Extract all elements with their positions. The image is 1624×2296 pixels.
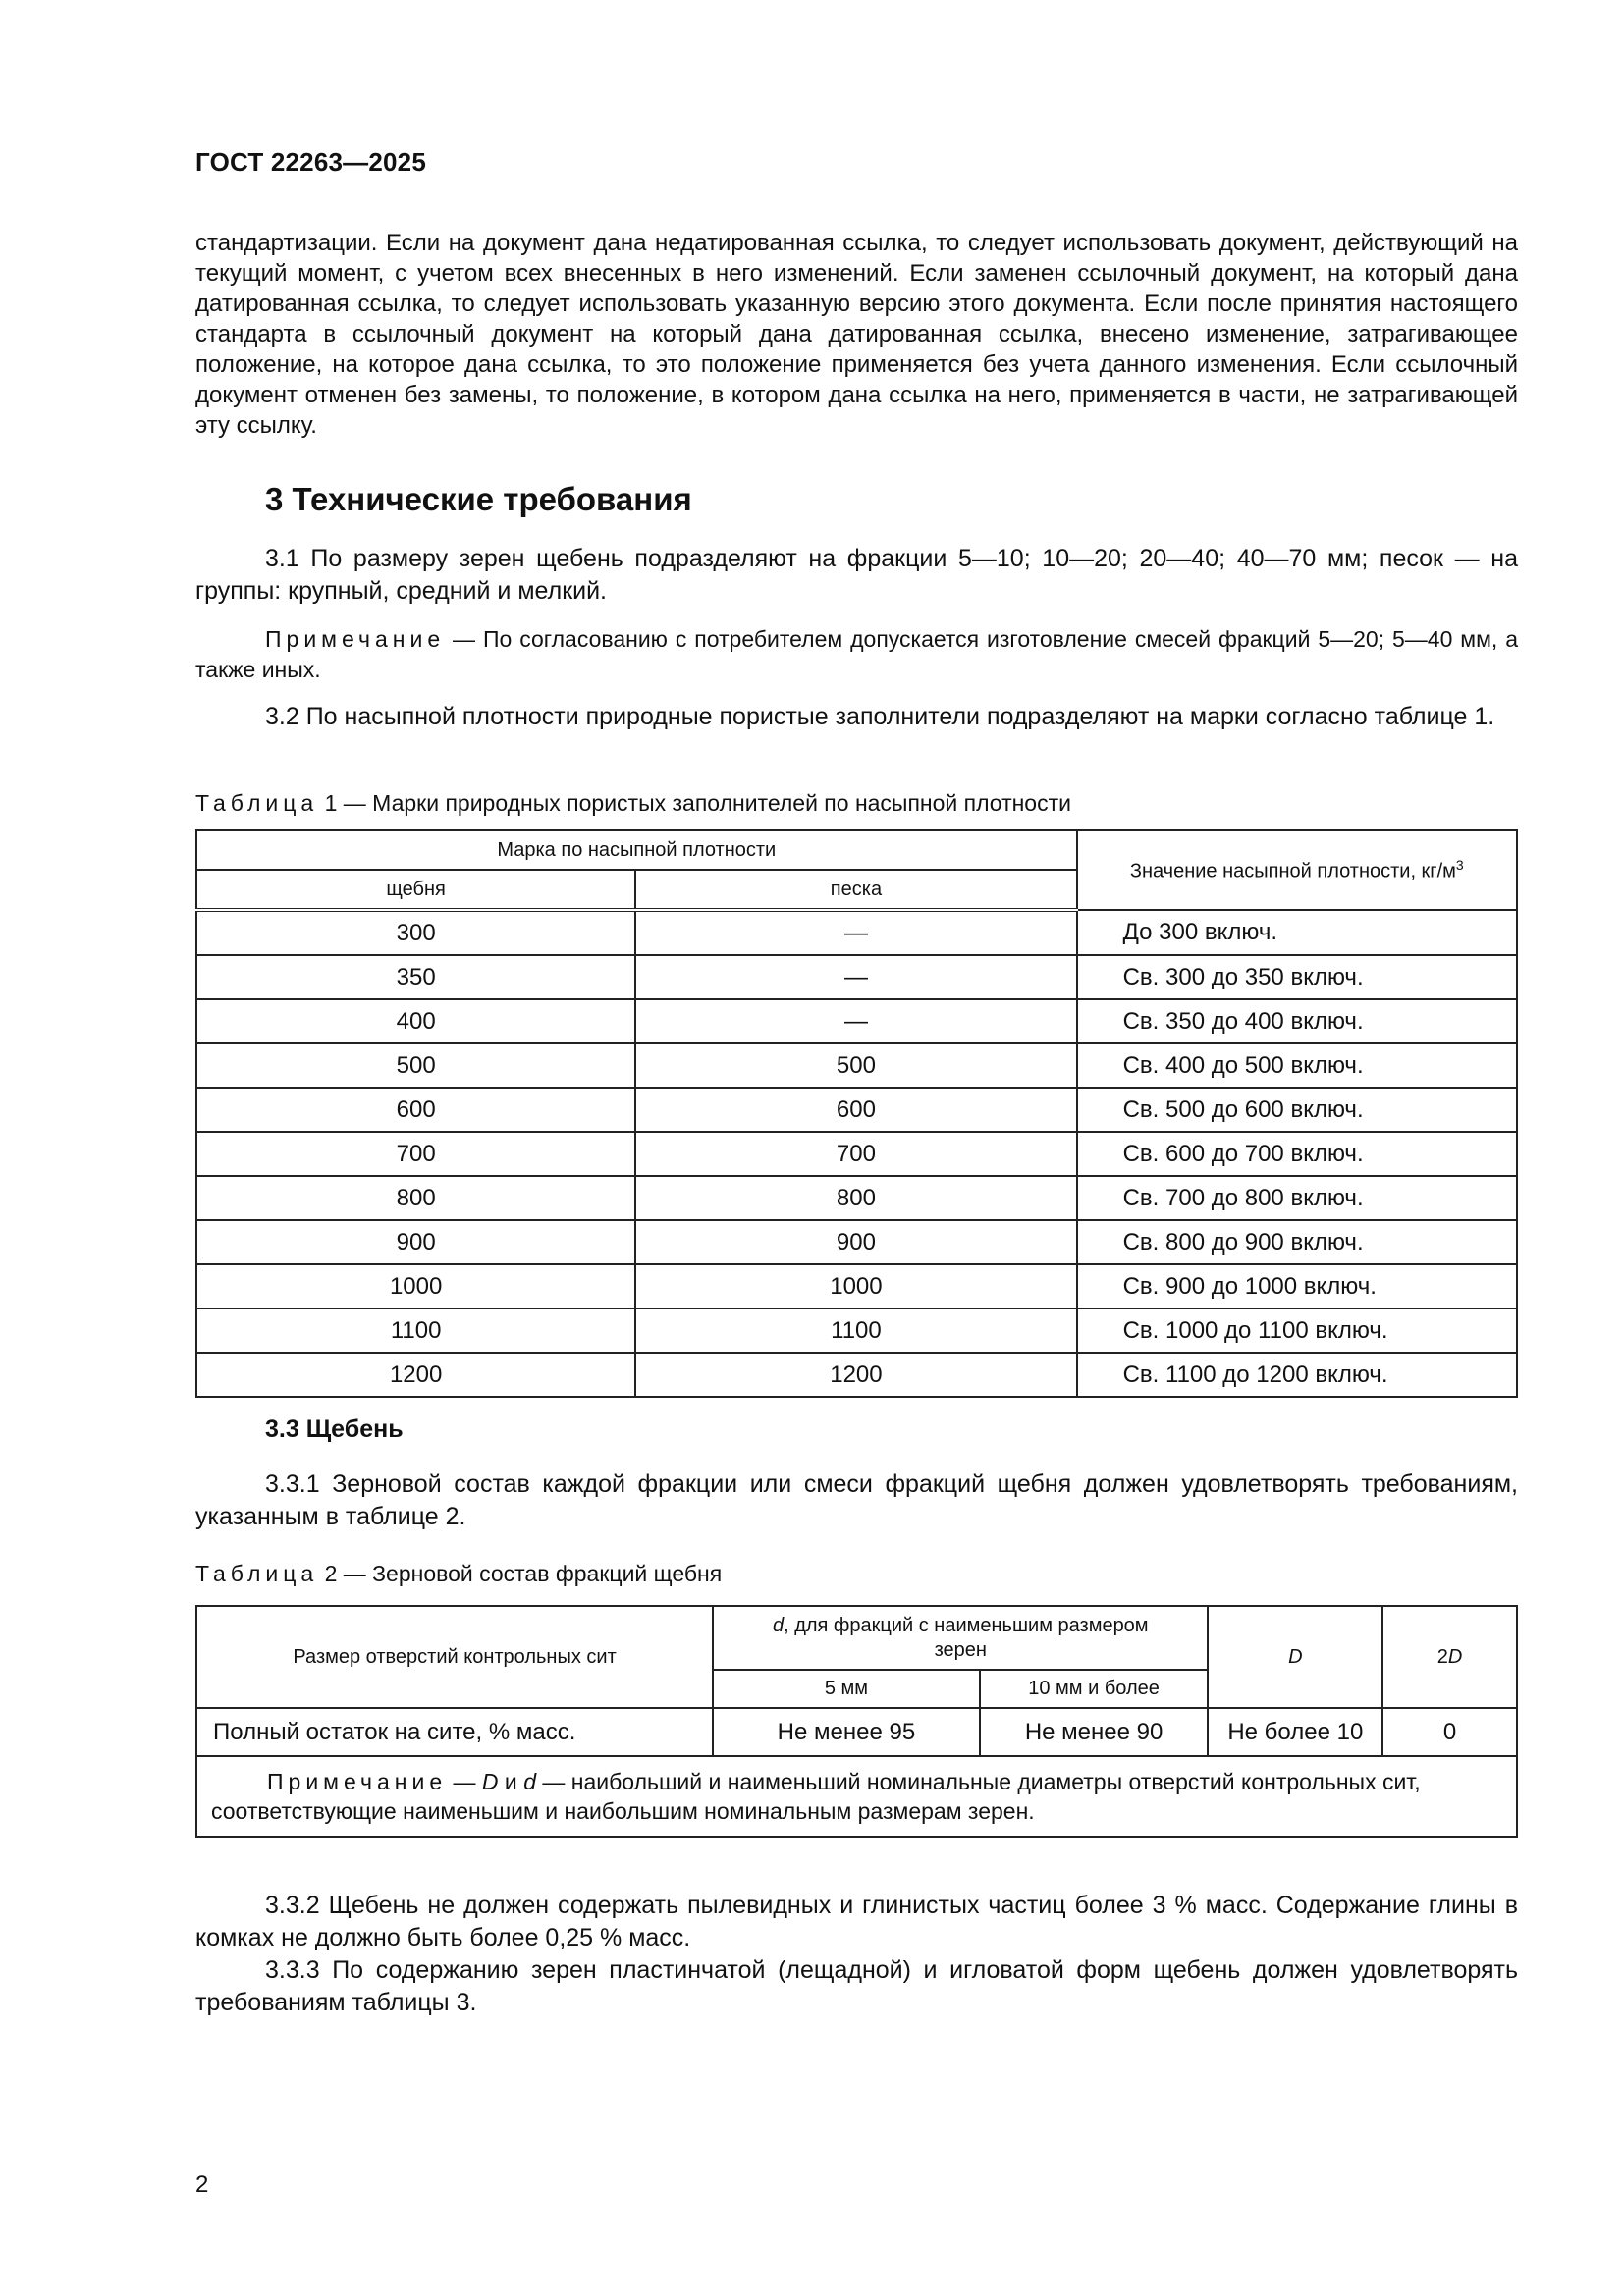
table1-caption-label: Таблица [195,790,319,816]
table1-value-header [1077,830,1517,910]
cell: Не более 10 [1208,1708,1382,1756]
table-row [196,1353,1517,1397]
cell: 1000 [635,1264,1076,1308]
cell: 400 [196,999,635,1043]
table1-caption-text: 1 — Марки природных пористых заполнителей по насыпной плотности [318,790,1071,816]
paragraph-3-3-2: 3.3.2 Щебень не должен содержать пылевидных и глинистых частиц более 3 % масс. Содержание глины в комках не должно быть более 0,25 % масс. [195,1892,1518,1951]
cell: Св. 1100 до 1200 включ. [1077,1353,1517,1397]
cell: Св. 500 до 600 включ. [1077,1088,1517,1132]
table2-note [196,1756,1517,1837]
cell: Св. 350 до 400 включ. [1077,999,1517,1043]
table2-note-D: D [481,1769,499,1794]
table1-value-label: Значение насыпной плотности, кг/м [1129,860,1456,882]
cell: — [635,955,1076,999]
cell: 800 [196,1176,635,1220]
cell: Св. 1000 до 1100 включ. [1077,1308,1517,1353]
paragraph-3-3-1: 3.3.1 Зерновой состав каждой фракции или смеси фракций щебня должен удовлетворять требованиям, указанным в таблице 2. [195,1470,1518,1530]
intro-paragraph: стандартизации. Если на документ дана недатированная ссылка, то следует использовать документ, действующий на текущий момент, с учетом всех внесенных в него изменений. Если заменен ссылочный документ, на который дана датированная ссылка, то следует использовать указанную версию этого документа. Если после принятия настоящего стандарта в ссылочный документ на который дана датированная ссылка, внесено изменение, затрагивающее положение, на которое дана ссылка, то это положение применяется без учета данного изменения. Если ссылочный документ отменен без замены, то положение, в котором дана ссылка на него, применяется в части, не затрагивающей эту ссылку. [195,230,1518,439]
note-label: Примечание [265,626,446,652]
cell: 1100 [196,1308,635,1353]
cell: 1000 [196,1264,635,1308]
table-2 [195,1605,1518,1838]
table2-sieve-header: Размер отверстий контрольных сит [196,1606,713,1708]
cell: Не менее 90 [980,1708,1209,1756]
table-row [196,955,1517,999]
table2-2D-number: 2 [1436,1645,1448,1668]
cell: 600 [196,1088,635,1132]
table-1 [195,829,1518,1398]
table2-note-text: — наибольший и наименьший номинальные диаметры отверстий контрольных сит, соответствующие наименьшим и наибольшим номинальным размерам зерен. [211,1769,1421,1824]
paragraph-3-2: 3.2 По насыпной плотности природные пористые заполнители подразделяют на марки согласно таблице 1. [265,703,1495,730]
table-row [196,1264,1517,1308]
cell: 500 [196,1043,635,1088]
note-text: — По согласованию с потребителем допускается изготовление смесей фракций 5—20; 5—40 мм, а также иных. [195,626,1518,682]
cell: Св. 400 до 500 включ. [1077,1043,1517,1088]
cell: Св. 700 до 800 включ. [1077,1176,1517,1220]
table-row [196,1308,1517,1353]
cell: Св. 300 до 350 включ. [1077,955,1517,999]
cell: 800 [635,1176,1076,1220]
table2-caption-label: Таблица [195,1561,319,1586]
table2-caption [195,1561,722,1587]
table2-2D-header [1382,1606,1517,1708]
cell: 900 [635,1220,1076,1264]
table2-D-header: D [1208,1606,1382,1708]
cell: — [635,910,1076,955]
table2-5mm-header: 5 мм [713,1670,980,1708]
cell: 350 [196,955,635,999]
cell: Св. 900 до 1000 включ. [1077,1264,1517,1308]
table-row [196,1220,1517,1264]
table-row [196,999,1517,1043]
table-row [196,1043,1517,1088]
table2-d-header [713,1606,1208,1670]
cell: 1200 [196,1353,635,1397]
paragraph-3-1: 3.1 По размеру зерен щебень подразделяют на фракции 5—10; 10—20; 20—40; 40—70 мм; песок — на группы: крупный, средний и мелкий. [195,545,1518,605]
cell: До 300 включ. [1077,910,1517,955]
section-title: 3 Технические требования [265,481,692,517]
table2-caption-text: 2 — Зерновой состав фракций щебня [318,1561,723,1586]
table2-note-and: и [498,1769,524,1794]
cell: — [635,999,1076,1043]
table1-value-sup: 3 [1455,857,1464,874]
cell: 900 [196,1220,635,1264]
table2-d-text: , для фракций с наименьшим размером зерен [784,1614,1149,1661]
table1-caption [195,790,1071,817]
table1-group-header: Марка по насыпной плотности [196,830,1077,870]
table2-row-label: Полный остаток на сите, % масс. [196,1708,713,1756]
note-3-1 [195,624,1518,685]
cell: 500 [635,1043,1076,1088]
table2-note-d: d [523,1769,536,1794]
table-row [196,1088,1517,1132]
table2-note-label: Примечание [267,1769,448,1794]
paragraph-3-3-3: 3.3.3 По содержанию зерен пластинчатой (лещадной) и игловатой форм щебень должен удовлетворять требованиям таблицы 3. [195,1956,1518,2016]
table2-10mm-header: 10 мм и более [980,1670,1209,1708]
cell: Не менее 95 [713,1708,980,1756]
cell: 0 [1382,1708,1517,1756]
table-row [196,1132,1517,1176]
table1-crushed-header: щебня [196,870,635,910]
cell: 1100 [635,1308,1076,1353]
cell: 700 [196,1132,635,1176]
cell: 300 [196,910,635,955]
cell: Св. 800 до 900 включ. [1077,1220,1517,1264]
table1-sand-header: песка [635,870,1076,910]
subsection-title: 3.3 Щебень [265,1415,404,1443]
cell: Св. 600 до 700 включ. [1077,1132,1517,1176]
table-row [196,1708,1517,1756]
page-number: 2 [195,2171,209,2198]
table-row [196,910,1517,955]
document-header: ГОСТ 22263—2025 [195,147,426,177]
cell: 700 [635,1132,1076,1176]
table-row [196,1176,1517,1220]
cell: 600 [635,1088,1076,1132]
table2-note-dash: — [447,1769,482,1794]
cell: 1200 [635,1353,1076,1397]
table2-d-symbol: d [772,1614,785,1636]
table2-2D-letter: D [1447,1645,1463,1668]
